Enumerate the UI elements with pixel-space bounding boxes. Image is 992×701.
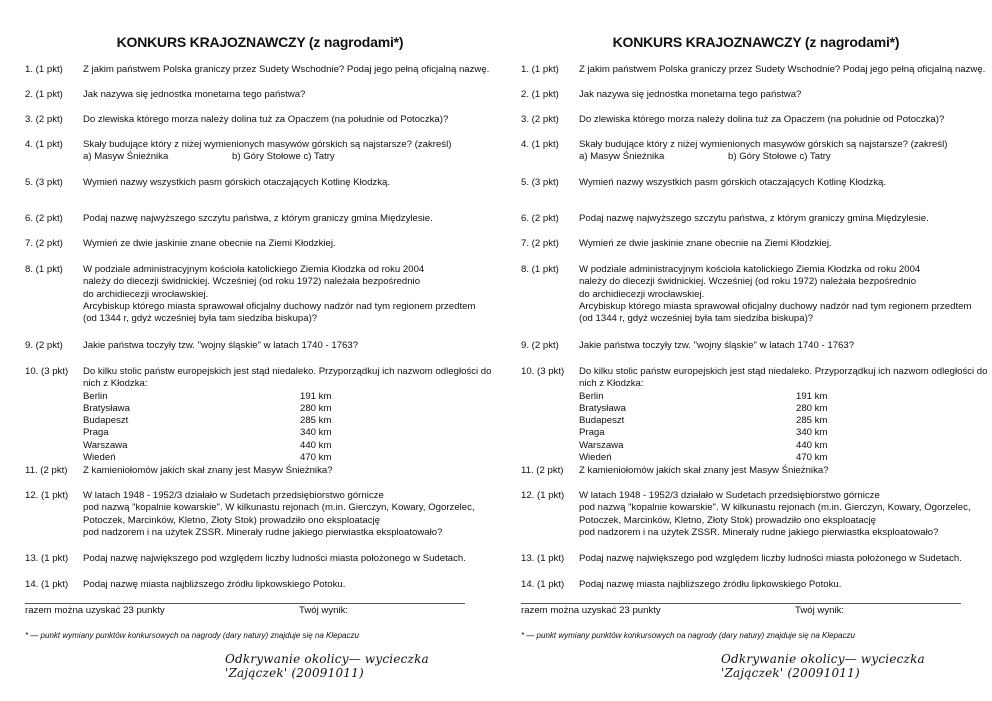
- question-line: Do zlewiska którego morza należy dolina tuż za Opaczem (na południe od Potoczka)?: [579, 114, 945, 125]
- city-distance-row: [579, 452, 989, 464]
- question-line: Podaj nazwę największego pod względem liczby ludności miasta położonego w Sudetach.: [83, 553, 466, 564]
- city-distance-row: [579, 391, 989, 403]
- question-number: 7. (2 pkt): [25, 238, 63, 249]
- question-number: 14. (1 pkt): [521, 579, 565, 590]
- answer-options: [83, 151, 493, 163]
- question-number: 12. (1 pkt): [25, 490, 69, 501]
- city-distance: 470 km: [796, 452, 828, 464]
- question-number: 9. (2 pkt): [25, 340, 63, 351]
- question-number: 10. (3 pkt): [521, 366, 565, 377]
- city-distance: 285 km: [300, 415, 332, 427]
- question-number: 4. (1 pkt): [521, 139, 559, 150]
- city-distance: 280 km: [300, 402, 332, 414]
- question-text: [579, 89, 989, 101]
- question-text: [83, 139, 493, 164]
- city-name: Bratysława: [579, 402, 626, 414]
- city-name: Berlin: [579, 390, 604, 402]
- question-number: 13. (1 pkt): [521, 553, 565, 564]
- question-number: 2. (1 pkt): [521, 89, 559, 100]
- question-line: (od 1344 r, gdyż wcześniej była tam siedziba biskupa)?: [83, 313, 318, 325]
- question-text: [83, 553, 493, 565]
- question-number: 10. (3 pkt): [25, 366, 69, 377]
- question-text: [83, 579, 493, 591]
- city-name: Bratysława: [83, 402, 130, 414]
- question-line: nich z Kłodzka:: [579, 378, 644, 390]
- question-text: [83, 366, 493, 464]
- question-text: [579, 340, 989, 352]
- question-line: Z kamieniołomów jakich skał znany jest Masyw Śnieżnika?: [83, 465, 333, 476]
- question-line: należy do diecezji świdnickiej. Wcześniej (od roku 1972) należała bezpośrednio: [83, 276, 421, 288]
- city-distance: 191 km: [300, 390, 332, 402]
- question-text: [83, 264, 493, 325]
- question-text: [579, 366, 989, 464]
- question-line: W latach 1948 - 1952/3 działało w Sudetach przedsiębiorstwo górnicze: [83, 490, 384, 501]
- question-number: 1. (1 pkt): [521, 64, 559, 75]
- question-line: Potoczek, Marcinków, Kletno, Złoty Stok) prowadziło ono eksploatację: [83, 514, 381, 526]
- question-line: Podaj nazwę najwyższego szczytu państwa, z którym graniczy gmina Międzylesie.: [83, 213, 433, 224]
- city-distance: 340 km: [796, 427, 828, 439]
- question-line: Wymień nazwy wszystkich pasm górskich otaczających Kotlinę Kłodzką.: [83, 177, 391, 188]
- city-distance-row: [579, 427, 989, 439]
- city-name: Berlin: [83, 390, 108, 402]
- city-distance-row: [83, 427, 493, 439]
- question-number: 11. (2 pkt): [25, 465, 68, 476]
- question-text: [579, 114, 989, 126]
- page-title: KONKURS KRAJOZNAWCZY (z nagrodami*): [116, 34, 404, 50]
- question-text: [579, 64, 989, 76]
- quiz-sheet-right: [521, 0, 991, 701]
- city-name: Praga: [83, 427, 109, 439]
- answer-options: [579, 151, 989, 163]
- city-name: Warszawa: [579, 439, 624, 451]
- question-line: Z jakim państwem Polska graniczy przez Sudety Wschodnie? Podaj jego pełną oficjalną nazwę.: [579, 64, 986, 75]
- quiz-sheet-left: [25, 0, 495, 701]
- question-line: nich z Kłodzka:: [83, 378, 148, 390]
- question-number: 6. (2 pkt): [25, 213, 63, 224]
- city-distance-row: [579, 403, 989, 415]
- city-name: Wiedeń: [579, 452, 612, 464]
- question-line: Skały budujące który z niżej wymienionych masywów górskich są najstarsze? (zakreśl): [579, 139, 948, 150]
- question-text: [579, 213, 989, 225]
- city-distance: 440 km: [300, 439, 332, 451]
- footer-caption: Odkrywanie okolicy— wycieczka 'Zajączek' (20091011): [225, 652, 429, 680]
- question-line: Wymień nazwy wszystkich pasm górskich otaczających Kotlinę Kłodzką.: [579, 177, 887, 188]
- question-line: W podziale administracyjnym kościoła katolickiego Ziemia Kłodzka od roku 2004: [83, 264, 425, 275]
- total-points: razem można uzyskać 23 punkty: [25, 605, 165, 616]
- question-number: 5. (3 pkt): [25, 177, 63, 188]
- city-distance-row: [579, 415, 989, 427]
- question-number: 3. (2 pkt): [25, 114, 63, 125]
- question-line: Jakie państwa toczyły tzw. "wojny śląskie" w latach 1740 - 1763?: [579, 340, 855, 351]
- city-name: Budapeszt: [579, 415, 625, 427]
- question-number: 7. (2 pkt): [521, 238, 559, 249]
- question-text: [83, 465, 493, 477]
- question-text: [83, 177, 493, 189]
- question-text: [579, 238, 989, 250]
- city-name: Warszawa: [83, 439, 128, 451]
- your-score-label: Twój wynik:: [795, 605, 845, 616]
- question-line: pod nadzorem i na użytek ZSSR. Minerały rudne jakiego pierwiastka eksploatowało?: [83, 526, 443, 538]
- city-distance: 285 km: [796, 415, 828, 427]
- question-number: 12. (1 pkt): [521, 490, 565, 501]
- question-number: 4. (1 pkt): [25, 139, 63, 150]
- question-line: Do zlewiska którego morza należy dolina tuż za Opaczem (na południe od Potoczka)?: [83, 114, 449, 125]
- answer-option: b) Góry Stołowe c) Tatry: [232, 151, 335, 163]
- city-distance: 191 km: [796, 390, 828, 402]
- question-number: 6. (2 pkt): [521, 213, 559, 224]
- city-name: Budapeszt: [83, 415, 129, 427]
- question-line: Podaj nazwę najwyższego szczytu państwa, z którym graniczy gmina Międzylesie.: [579, 213, 929, 224]
- question-number: 9. (2 pkt): [521, 340, 559, 351]
- divider: [521, 603, 961, 604]
- question-line: pod nazwą "kopalnie kowarskie". W kilkunastu rejonach (m.in. Gierczyn, Kowary, Ogorzelec,: [579, 502, 971, 514]
- question-text: [579, 177, 989, 189]
- question-line: Do kilku stolic państw europejskich jest stąd niedaleko. Przyporządkuj ich nazwom odległości do: [579, 366, 988, 377]
- question-line: Wymień ze dwie jaskinie znane obecnie na Ziemi Kłodzkiej.: [83, 238, 336, 249]
- question-number: 14. (1 pkt): [25, 579, 69, 590]
- city-distance: 470 km: [300, 452, 332, 464]
- question-line: Do kilku stolic państw europejskich jest stąd niedaleko. Przyporządkuj ich nazwom odległości do: [83, 366, 492, 377]
- question-text: [579, 490, 989, 539]
- question-line: Jakie państwa toczyły tzw. "wojny śląskie" w latach 1740 - 1763?: [83, 340, 359, 351]
- answer-option: a) Masyw Śnieżnika: [83, 151, 169, 163]
- question-text: [579, 553, 989, 565]
- city-distance-row: [579, 440, 989, 452]
- footnote: * — punkt wymiany punktów konkursowych na nagrody (dary natury) znajduje się na Klepaczu: [25, 631, 359, 640]
- your-score-label: Twój wynik:: [299, 605, 349, 616]
- question-line: W latach 1948 - 1952/3 działało w Sudetach przedsiębiorstwo górnicze: [579, 490, 880, 501]
- question-number: 11. (2 pkt): [521, 465, 564, 476]
- question-line: Podaj nazwę miasta najbliższego źródłu lipkowskiego Potoku.: [579, 579, 842, 590]
- question-text: [83, 238, 493, 250]
- question-text: [83, 89, 493, 101]
- question-text: [83, 340, 493, 352]
- footnote: * — punkt wymiany punktów konkursowych na nagrody (dary natury) znajduje się na Klepaczu: [521, 631, 855, 640]
- question-text: [579, 264, 989, 325]
- question-line: Podaj nazwę miasta najbliższego źródłu lipkowskiego Potoku.: [83, 579, 346, 590]
- city-name: Wiedeń: [83, 452, 116, 464]
- city-distance-row: [83, 391, 493, 403]
- question-number: 13. (1 pkt): [25, 553, 69, 564]
- question-text: [579, 579, 989, 591]
- question-text: [83, 213, 493, 225]
- question-number: 1. (1 pkt): [25, 64, 63, 75]
- question-number: 8. (1 pkt): [25, 264, 63, 275]
- question-line: (od 1344 r, gdyż wcześniej była tam siedziba biskupa)?: [579, 313, 814, 325]
- answer-option: a) Masyw Śnieżnika: [579, 151, 665, 163]
- city-distance: 280 km: [796, 402, 828, 414]
- question-line: do archidiecezji wrocławskiej.: [579, 288, 705, 300]
- city-distance-row: [83, 415, 493, 427]
- question-line: Jak nazywa się jednostka monetarna tego państwa?: [579, 89, 802, 100]
- question-number: 8. (1 pkt): [521, 264, 559, 275]
- question-text: [83, 114, 493, 126]
- question-line: pod nadzorem i na użytek ZSSR. Minerały rudne jakiego pierwiastka eksploatowało?: [579, 526, 939, 538]
- city-distance: 440 km: [796, 439, 828, 451]
- question-text: [83, 64, 493, 76]
- question-text: [579, 139, 989, 164]
- question-line: do archidiecezji wrocławskiej.: [83, 288, 209, 300]
- question-number: 3. (2 pkt): [521, 114, 559, 125]
- question-text: [579, 465, 989, 477]
- divider: [25, 603, 465, 604]
- city-distance-row: [83, 440, 493, 452]
- question-line: pod nazwą "kopalnie kowarskie". W kilkunastu rejonach (m.in. Gierczyn, Kowary, Ogorzelec,: [83, 502, 475, 514]
- question-line: Skały budujące który z niżej wymienionych masywów górskich są najstarsze? (zakreśl): [83, 139, 452, 150]
- city-distance-row: [83, 452, 493, 464]
- question-line: Arcybiskup którego miasta sprawował oficjalny duchowy nadzór nad tym regionem przedtem: [579, 300, 972, 312]
- page-title: KONKURS KRAJOZNAWCZY (z nagrodami*): [612, 34, 900, 50]
- question-line: Jak nazywa się jednostka monetarna tego państwa?: [83, 89, 306, 100]
- question-line: Wymień ze dwie jaskinie znane obecnie na Ziemi Kłodzkiej.: [579, 238, 832, 249]
- question-line: Z kamieniołomów jakich skał znany jest Masyw Śnieżnika?: [579, 465, 829, 476]
- city-distance: 340 km: [300, 427, 332, 439]
- question-line: Z jakim państwem Polska graniczy przez Sudety Wschodnie? Podaj jego pełną oficjalną nazwę.: [83, 64, 490, 75]
- question-line: należy do diecezji świdnickiej. Wcześniej (od roku 1972) należała bezpośrednio: [579, 276, 917, 288]
- city-name: Praga: [579, 427, 605, 439]
- total-points: razem można uzyskać 23 punkty: [521, 605, 661, 616]
- question-line: W podziale administracyjnym kościoła katolickiego Ziemia Kłodzka od roku 2004: [579, 264, 921, 275]
- question-number: 5. (3 pkt): [521, 177, 559, 188]
- city-distance-row: [83, 403, 493, 415]
- question-text: [83, 490, 493, 539]
- question-number: 2. (1 pkt): [25, 89, 63, 100]
- question-line: Podaj nazwę największego pod względem liczby ludności miasta położonego w Sudetach.: [579, 553, 962, 564]
- footer-caption: Odkrywanie okolicy— wycieczka 'Zajączek' (20091011): [721, 652, 925, 680]
- question-line: Potoczek, Marcinków, Kletno, Złoty Stok) prowadziło ono eksploatację: [579, 514, 877, 526]
- answer-option: b) Góry Stołowe c) Tatry: [728, 151, 831, 163]
- question-line: Arcybiskup którego miasta sprawował oficjalny duchowy nadzór nad tym regionem przedtem: [83, 300, 476, 312]
